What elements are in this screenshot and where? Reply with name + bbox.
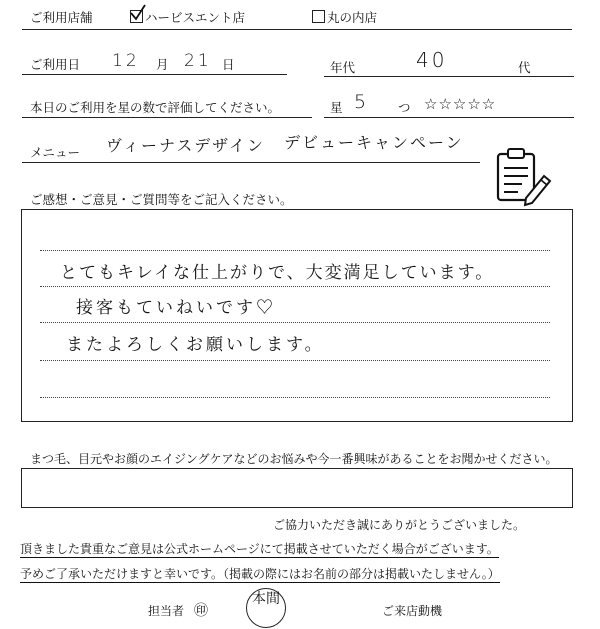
menu-value-2: デビューキャンペーン xyxy=(284,133,464,152)
checkbox-checked[interactable] xyxy=(130,10,143,23)
menu-value-1: ヴィーナスデザイン xyxy=(106,136,265,155)
visit-date-label: ご利用日 xyxy=(30,57,81,72)
staff-label: 担当者 xyxy=(148,604,185,618)
clipboard-pencil-icon xyxy=(492,146,554,208)
comments-prompt: ご感想・ご意見・ご質問等をご記入ください。 xyxy=(30,192,293,207)
divider xyxy=(22,29,572,30)
comment-line-1: とてもキレイな仕上がりで、大変満足しています。 xyxy=(60,263,495,283)
notice-line-2: 予めご了承いただけますと幸いです。（掲載の際にはお名前の部分は掲載いたしません。） xyxy=(20,567,500,581)
age-label: 年代 xyxy=(330,60,356,75)
aging-prompt: まつ毛、目元やお顔のエイジングケアなどのお悩みや今一番興味があることをお聞かせください。 xyxy=(30,452,558,466)
age-unit: 代 xyxy=(518,60,531,75)
ruled-line xyxy=(40,397,550,398)
rating-question: 本日のご利用を星の数で評価してください。 xyxy=(30,100,281,115)
rating-unit: つ xyxy=(398,100,411,115)
rating-stars: ☆☆☆☆☆ xyxy=(424,95,497,113)
ruled-line xyxy=(40,322,550,323)
comment-line-2: 接客もていねいです♡ xyxy=(76,298,276,318)
age-value: 40 xyxy=(416,48,448,72)
rating-label: 星 xyxy=(330,100,343,115)
staff-seal-mark: ㊞ xyxy=(194,603,208,619)
date-underline xyxy=(22,74,287,75)
notice-line-1: 頂きました貴重なご意見は公式ホームページにて掲載させていただく場合がございます。 xyxy=(20,542,499,556)
check-mark-icon xyxy=(129,4,147,22)
menu-underline xyxy=(22,162,480,163)
store-option-harbis-label: ハービスエント店 xyxy=(145,10,246,25)
store-label: ご利用店舗 xyxy=(30,10,93,25)
store-option-harbis[interactable] xyxy=(130,8,245,26)
rating-underline-right xyxy=(324,117,574,118)
ruled-line xyxy=(40,286,550,287)
store-option-marunouchi[interactable] xyxy=(312,8,377,26)
rating-value: 5 xyxy=(354,91,370,113)
ruled-line xyxy=(40,360,550,361)
staff-stamp xyxy=(246,588,286,628)
visit-month-value: 12 xyxy=(112,51,140,71)
thanks-text: ご協力いただき誠にありがとうございました。 xyxy=(273,518,526,532)
rating-underline xyxy=(22,117,312,118)
aging-answer-box[interactable] xyxy=(21,468,573,508)
age-underline xyxy=(324,76,574,77)
store-option-marunouchi-label: 丸の内店 xyxy=(327,10,378,25)
staff-stamp-text: 本間 xyxy=(252,591,280,607)
motive-label: ご来店動機 xyxy=(382,604,443,618)
visit-day-unit: 日 xyxy=(222,57,235,72)
comment-line-3: またよろしくお願いします。 xyxy=(66,335,325,355)
menu-label: メニュー xyxy=(30,145,81,160)
visit-day-value: 21 xyxy=(184,51,212,71)
ruled-line xyxy=(40,250,550,251)
checkbox-unchecked[interactable] xyxy=(312,10,325,23)
visit-month-unit: 月 xyxy=(156,57,169,72)
